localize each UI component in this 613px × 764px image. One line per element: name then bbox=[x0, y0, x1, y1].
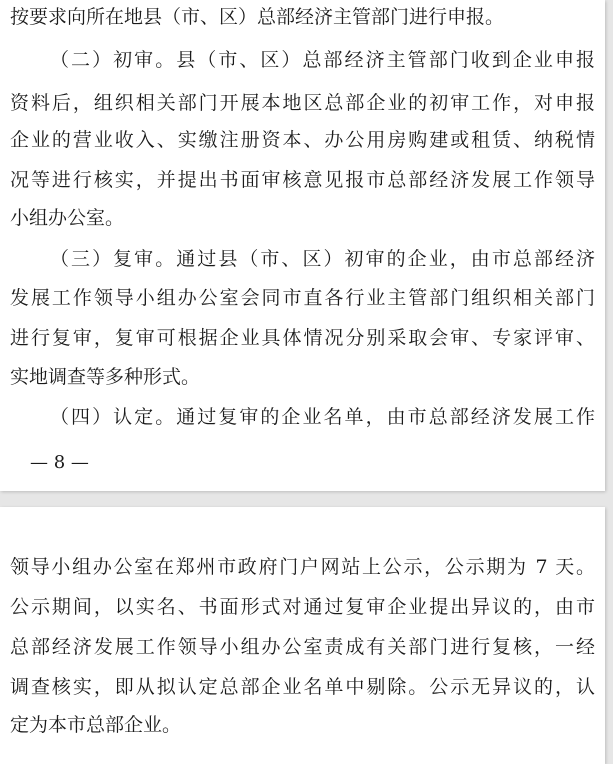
text-line: 企业的营业收入、实缴注册资本、办公用房购建或租赁、纳税情 bbox=[10, 129, 595, 151]
text-line: 小组办公室。 bbox=[10, 207, 125, 229]
text-line: 公示期间，以实名、书面形式对通过复审企业提出异议的，由市 bbox=[10, 596, 595, 618]
text-line: 领导小组办公室在郑州市政府门户网站上公示，公示期为 7 天。 bbox=[10, 556, 595, 578]
page-number: — 8 — bbox=[30, 452, 89, 473]
section-heading-re-review: （三）复审。通过县（市、区）初审的企业，由市总部经济 bbox=[50, 248, 595, 270]
text-line: 资料后，组织相关部门开展本地区总部企业的初审工作，对申报 bbox=[10, 92, 595, 114]
text-line: 定为本市总部企业。 bbox=[10, 714, 182, 736]
text-line: 按要求向所在地县（市、区）总部经济主管部门进行申报。 bbox=[10, 6, 505, 28]
text-line: 调查核实，即从拟认定总部企业名单中剔除。公示无异议的，认 bbox=[10, 676, 595, 698]
section-heading-recognition: （四）认定。通过复审的企业名单，由市总部经济发展工作 bbox=[50, 406, 595, 428]
section-heading-initial-review: （二）初审。县（市、区）总部经济主管部门收到企业申报 bbox=[50, 49, 595, 71]
text-line: 总部经济发展工作领导小组办公室责成有关部门进行复核，一经 bbox=[10, 636, 595, 658]
text-line: 发展工作领导小组办公室会同市直各行业主管部门组织相关部门 bbox=[10, 287, 595, 309]
text-line: 进行复审，复审可根据企业具体情况分别采取会审、专家评审、 bbox=[10, 327, 595, 349]
document-page-9 bbox=[0, 507, 605, 764]
text-line: 实地调查等多种形式。 bbox=[10, 366, 201, 388]
text-line: 况等进行核实，并提出书面审核意见报市总部经济发展工作领导 bbox=[10, 169, 595, 191]
